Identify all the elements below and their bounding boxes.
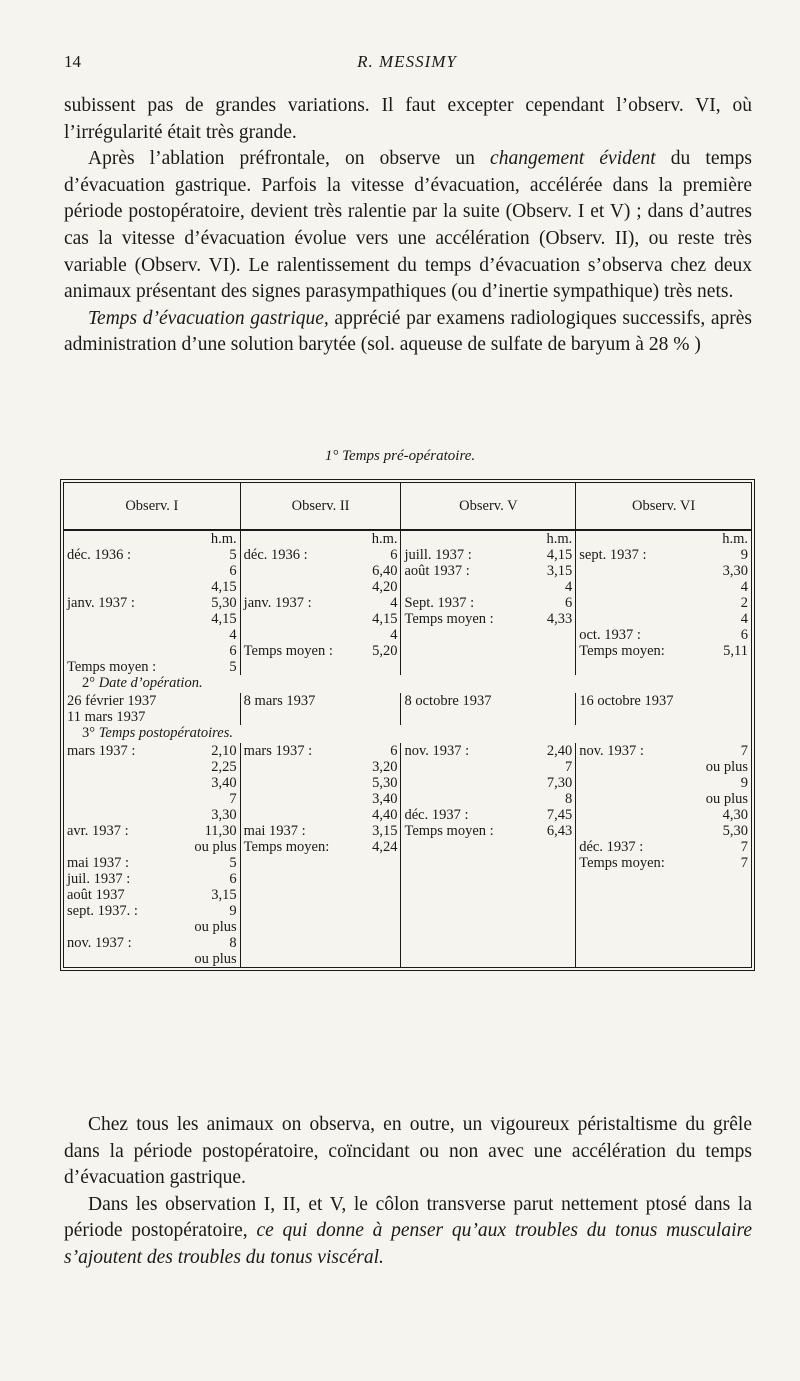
line-value: 7 [740, 839, 748, 855]
paragraph-ablation [64, 146, 752, 306]
date-line: 8 octobre 1937 [404, 693, 492, 709]
col-header-observ-5: Observ. V [401, 483, 576, 531]
pre-operative-row [64, 547, 752, 675]
line-label: mars 1937 : [243, 743, 313, 759]
line-value: 5,30 [372, 775, 398, 791]
line-label: déc. 1936 : [67, 547, 132, 563]
line-value: 7,30 [546, 775, 573, 791]
line-value: 7 [229, 791, 237, 807]
post-cell-observ-5 [401, 743, 576, 968]
evacuation-table [63, 482, 752, 968]
table-line [579, 595, 748, 611]
line-value: 4,15 [211, 579, 237, 595]
line-value: 7 [740, 743, 748, 759]
table-line [67, 775, 237, 791]
line-label: déc. 1937 : [404, 807, 469, 823]
line-value: 4,15 [211, 611, 237, 627]
table-line [244, 547, 398, 563]
line-value: 2,10 [211, 743, 237, 759]
table-line [579, 823, 748, 839]
table-line [244, 595, 398, 611]
line-value: 3,15 [546, 563, 573, 579]
line-label: Temps moyen : [243, 643, 333, 659]
line-label: août 1937 [67, 887, 125, 903]
table-line [67, 759, 237, 775]
line-value: 5 [229, 547, 237, 563]
line-label: sept. 1937 : [579, 547, 647, 563]
line-value: 3,40 [372, 791, 398, 807]
line-value: 3,30 [722, 563, 748, 579]
line-value: 3,15 [372, 823, 398, 839]
pre-cell-observ-2 [240, 547, 401, 675]
line-value: 2,40 [546, 743, 573, 759]
date-line: 16 octobre 1937 [579, 693, 674, 709]
table-line [244, 823, 398, 839]
line-value: 3,20 [372, 759, 398, 775]
line-value: 7 [740, 855, 748, 871]
table-line [67, 807, 237, 823]
line-value: 6 [390, 743, 398, 759]
line-value: 2 [740, 595, 748, 611]
line-value: 4 [390, 595, 398, 611]
line-value: 4,33 [546, 611, 573, 627]
table-line [404, 759, 572, 775]
table-line [579, 547, 748, 563]
date-line: 11 mars 1937 [67, 709, 146, 725]
line-label: janv. 1937 : [67, 595, 135, 611]
table-line [67, 595, 237, 611]
line-label: Temps moyen : [67, 659, 157, 675]
col-header-observ-1: Observ. I [64, 483, 241, 531]
table-line [67, 871, 237, 887]
paragraph-colon-text: Dans les observation I, II, et V, le côlon transverse parut nettement ptosé dans la période postopératoire, [64, 1193, 752, 1242]
table-line [404, 791, 572, 807]
line-label: Temps moyen: [579, 855, 665, 871]
table-line [67, 627, 237, 643]
table-line [579, 627, 748, 643]
line-label: juil. 1937 : [67, 871, 131, 887]
table-line [244, 791, 398, 807]
line-label: Temps moyen : [404, 611, 494, 627]
line-label: nov. 1937 : [404, 743, 470, 759]
line-value: 5,11 [723, 643, 748, 659]
line-value: 7,45 [546, 807, 573, 823]
table-line [244, 759, 398, 775]
section-2-heading-row [64, 675, 752, 693]
date-cell-observ-2 [240, 693, 401, 725]
line-value: ou plus [705, 759, 748, 775]
line-value: 4,15 [546, 547, 573, 563]
line-value: 3,40 [211, 775, 237, 791]
line-label: janv. 1937 : [243, 595, 312, 611]
page-number: 14 [64, 52, 81, 71]
table-line [67, 903, 237, 919]
line-label: Sept. 1937 : [404, 595, 475, 611]
line-value: ou plus [705, 791, 748, 807]
running-head-author: R. MESSIMY [357, 52, 457, 71]
unit-label: h.m. [210, 531, 237, 547]
line-value: 4,20 [372, 579, 398, 595]
unit-label: h.m. [546, 531, 573, 547]
line-value: 5,30 [211, 595, 237, 611]
table-line [579, 563, 748, 579]
units-row [64, 530, 752, 547]
table-line [579, 743, 748, 759]
date-cell-observ-1 [64, 693, 241, 725]
table-line [67, 579, 237, 595]
table-line [404, 563, 572, 579]
line-value: 4,24 [372, 839, 398, 855]
table-line [404, 547, 572, 563]
table-line [67, 743, 237, 759]
line-label: sept. 1937. : [67, 903, 138, 919]
line-label: Temps moyen: [579, 643, 665, 659]
line-label: mars 1937 : [67, 743, 136, 759]
line-value: 5 [229, 855, 237, 871]
line-value: 4,30 [722, 807, 748, 823]
table-line [67, 611, 237, 627]
line-value: ou plus [194, 919, 237, 935]
paragraph-colon-emphasis: ce qui donne à penser qu’aux troubles du tonus musculaire s’ajoutent des troubles du tonus viscéral. [64, 1220, 753, 1268]
table-line [244, 839, 398, 855]
line-label: Temps moyen : [404, 823, 494, 839]
pre-cell-observ-1 [64, 547, 241, 675]
line-value: 9 [740, 547, 748, 563]
table-line [67, 563, 237, 579]
table-line [67, 823, 237, 839]
text-block-top [64, 93, 752, 359]
table-line [579, 775, 748, 791]
line-value: 4 [229, 627, 237, 643]
line-value: 4,15 [372, 611, 398, 627]
table-line [579, 611, 748, 627]
section-2-heading [64, 675, 752, 693]
paragraph-temps-evacuation-emphasis: Temps d’évacuation gastrique, [88, 307, 329, 329]
table-line [67, 887, 237, 903]
table-line [244, 563, 398, 579]
table-line [244, 775, 398, 791]
line-label: Temps moyen: [243, 839, 330, 855]
line-value: 6 [229, 871, 237, 887]
table-line [244, 643, 398, 659]
table-line [67, 919, 237, 935]
table-line [67, 659, 237, 675]
date-line: 8 mars 1937 [243, 693, 316, 709]
table-line [579, 839, 748, 855]
pre-cell-observ-5 [401, 547, 576, 675]
line-value: 6 [229, 643, 237, 659]
line-value: 6 [564, 595, 573, 611]
paragraph-temps-evacuation-text: apprécié par examens radiologiques successifs, après administration d’une solution barytée (sol. aqueuse de sulfate de baryum à 28 % ) [64, 307, 753, 356]
line-label: juill. 1937 : [404, 547, 472, 563]
table-line [404, 611, 572, 627]
col-header-observ-6: Observ. VI [576, 483, 752, 531]
table-line [579, 759, 748, 775]
line-value: 11,30 [204, 823, 237, 839]
line-value: 6,40 [372, 563, 398, 579]
line-value: 4 [390, 627, 398, 643]
line-label: mai 1937 : [243, 823, 306, 839]
table-line [244, 611, 398, 627]
line-value: 9 [740, 775, 748, 791]
pre-cell-observ-6 [576, 547, 752, 675]
line-value: 7 [564, 759, 573, 775]
line-label: déc. 1937 : [579, 839, 644, 855]
paragraph-continued: subissent pas de grandes variations. Il faut excepter cependant l’observ. VI, où l’irrégularité était très grande. [64, 95, 752, 143]
col-header-observ-2: Observ. II [240, 483, 401, 531]
paragraph-peristaltisme: Chez tous les animaux on observa, en outre, un vigoureux péristaltisme du grêle dans la période postopératoire, coïncidant ou non avec une accélération du temps d’évacuation gastrique. [64, 1114, 752, 1189]
table-line [67, 791, 237, 807]
line-value: 9 [229, 903, 237, 919]
line-value: ou plus [194, 951, 237, 967]
line-label: déc. 1936 : [243, 547, 308, 563]
table-line [579, 579, 748, 595]
line-label: avr. 1937 : [67, 823, 129, 839]
table-line [67, 839, 237, 855]
table-caption-text: 1° Temps pré-opératoire. [324, 448, 476, 464]
date-cell-observ-6 [576, 693, 752, 725]
line-value: 4 [740, 579, 748, 595]
line-value: 5 [229, 659, 237, 675]
line-value: 4,40 [372, 807, 398, 823]
post-cell-observ-1 [64, 743, 241, 968]
table-line [579, 855, 748, 871]
line-value: ou plus [194, 839, 237, 855]
table-line [67, 951, 237, 967]
line-value: 2,25 [211, 759, 237, 775]
paragraph-temps-evacuation [64, 306, 752, 359]
paragraph-ablation-emphasis: changement évident [490, 148, 656, 170]
post-cell-observ-2 [240, 743, 401, 968]
line-value: 6 [229, 563, 237, 579]
table-line [404, 743, 572, 759]
table-line [404, 807, 572, 823]
line-value: 8 [564, 791, 573, 807]
table-line [579, 791, 748, 807]
post-cell-observ-6 [576, 743, 752, 968]
table-line [67, 935, 237, 951]
table-line [244, 743, 398, 759]
running-header [64, 52, 750, 78]
line-label: oct. 1937 : [579, 627, 641, 643]
line-value: 3,15 [211, 887, 237, 903]
table-line [244, 807, 398, 823]
operation-date-row [64, 693, 752, 725]
table-line [67, 547, 237, 563]
date-cell-observ-5 [401, 693, 576, 725]
paragraph-colon [64, 1192, 752, 1272]
line-value: 4 [564, 579, 573, 595]
line-value: 5,30 [722, 823, 748, 839]
unit-label: h.m. [371, 531, 398, 547]
line-value: 6,43 [546, 823, 573, 839]
section-3-heading-row [64, 725, 752, 743]
table-line [404, 823, 572, 839]
line-label: nov. 1937 : [67, 935, 132, 951]
text-block-bottom [64, 1112, 752, 1272]
table-caption [0, 448, 800, 465]
line-label: mai 1937 : [67, 855, 130, 871]
line-value: 6 [740, 627, 748, 643]
table-line [67, 855, 237, 871]
line-value: 5,20 [372, 643, 398, 659]
unit-label: h.m. [722, 531, 748, 547]
section-3-heading [64, 725, 752, 743]
section-2-number: 2° [82, 675, 96, 691]
line-label: août 1937 : [404, 563, 470, 579]
paragraph-ablation-text-a: Après l’ablation préfrontale, on observe un [88, 148, 491, 170]
table-line [67, 643, 237, 659]
paragraph-ablation-text-b: du temps d’évacuation gastrique. Parfois la vitesse d’évacuation, accélérée dans la première période postopératoire, devient très ralentie par la suite (Observ. I et V) ; dans d’autres cas la vitesse d’évacuation évolue vers une accélération (Observ. II), ou reste très variable (Observ. VI). Le ralentissement du temps d’évacuation s’observa chez deux animaux présentant des signes parasympathiques (ou d’inertie sympathique) très nets. [64, 148, 752, 303]
section-3-title: Temps postopératoires. [98, 725, 233, 741]
table-line [244, 579, 398, 595]
line-value: 4 [740, 611, 748, 627]
table-line [244, 627, 398, 643]
table-line [404, 579, 572, 595]
table-line [579, 807, 748, 823]
line-label: nov. 1937 : [579, 743, 644, 759]
table-line [579, 643, 748, 659]
line-value: 8 [229, 935, 237, 951]
line-value: 3,30 [211, 807, 237, 823]
line-value: 6 [390, 547, 398, 563]
table-header-row [64, 483, 752, 531]
table-line [404, 595, 572, 611]
table-line [404, 775, 572, 791]
date-line: 26 février 1937 [67, 693, 157, 709]
section-3-number: 3° [82, 725, 96, 741]
section-2-title: Date d’opération. [98, 675, 203, 691]
post-operative-row [64, 743, 752, 968]
